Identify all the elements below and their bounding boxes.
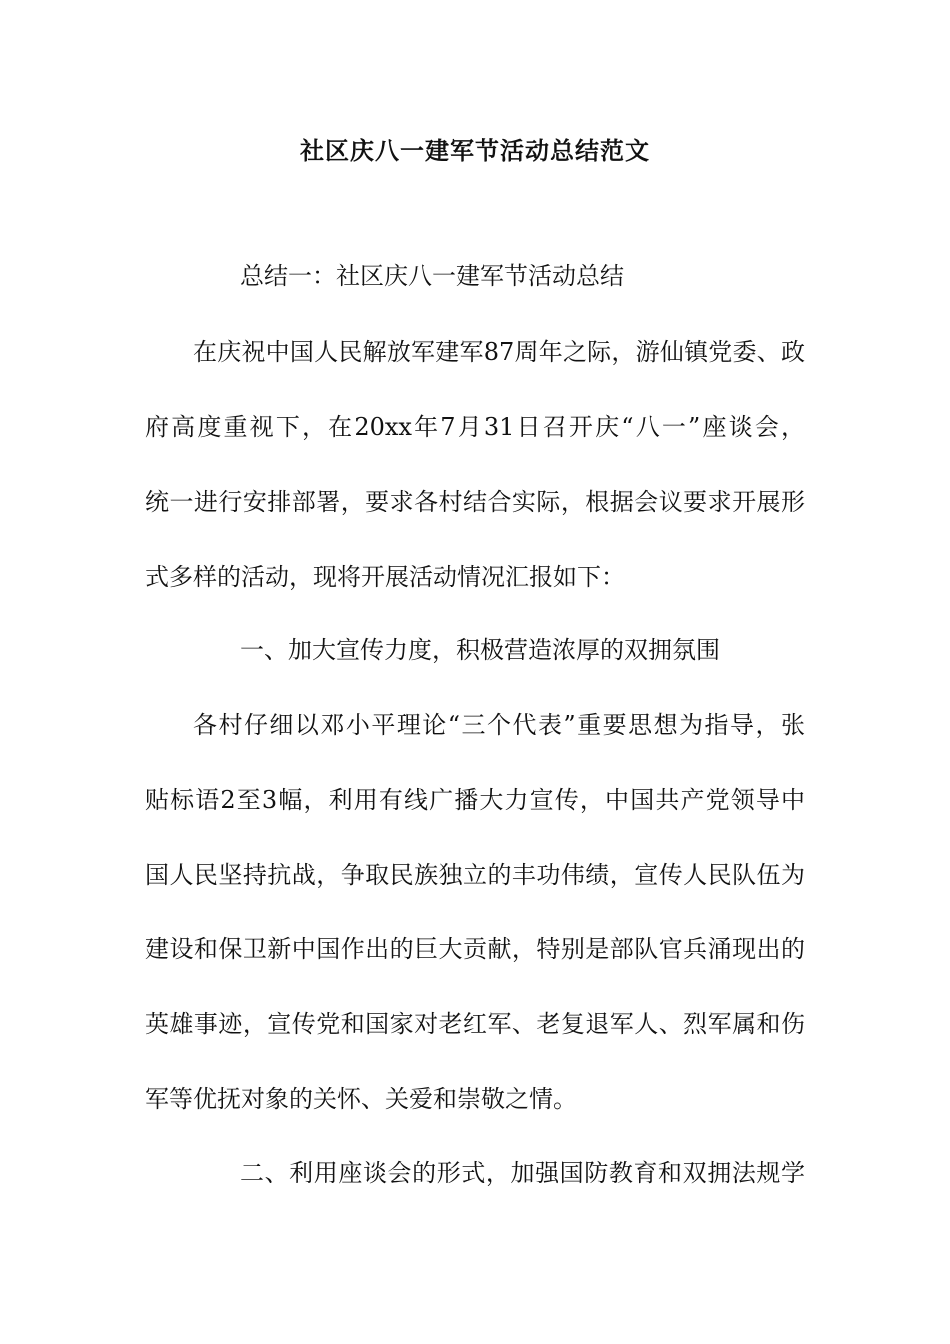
paragraph-1-line-3: 统一进行安排部署，要求各村结合实际，根据会议要求开展形 [145, 488, 805, 516]
paragraph-2-line-6: 军等优抚对象的关怀、关爱和崇敬之情。 [145, 1085, 577, 1113]
section-2-heading: 二、利用座谈会的形式，加强国防教育和双拥法规学 [240, 1159, 805, 1187]
paragraph-2-line-5: 英雄事迹，宣传党和国家对老红军、老复退军人、烈军属和伤 [145, 1010, 805, 1038]
paragraph-2-line-3: 国人民坚持抗战，争取民族独立的丰功伟绩，宣传人民队伍为 [145, 861, 805, 889]
paragraph-2-line-4: 建设和保卫新中国作出的巨大贡献，特别是部队官兵涌现出的 [145, 935, 805, 963]
section-1-heading: 一、加大宣传力度，积极营造浓厚的双拥氛围 [240, 636, 720, 664]
document-title: 社区庆八一建军节活动总结范文 [300, 137, 650, 165]
paragraph-1-line-1: 在庆祝中国人民解放军建军87周年之际，游仙镇党委、政 [193, 338, 805, 366]
paragraph-2-line-2: 贴标语2至3幅，利用有线广播大力宣传，中国共产党领导中 [145, 786, 805, 814]
paragraph-2-line-1: 各村仔细以邓小平理论“三个代表”重要思想为指导，张 [193, 711, 805, 739]
paragraph-1-line-4: 式多样的活动，现将开展活动情况汇报如下： [145, 563, 625, 591]
paragraph-1-line-2: 府高度重视下，在20xx年7月31日召开庆“八一”座谈会， [145, 413, 805, 441]
summary-heading: 总结一：社区庆八一建军节活动总结 [240, 262, 624, 290]
